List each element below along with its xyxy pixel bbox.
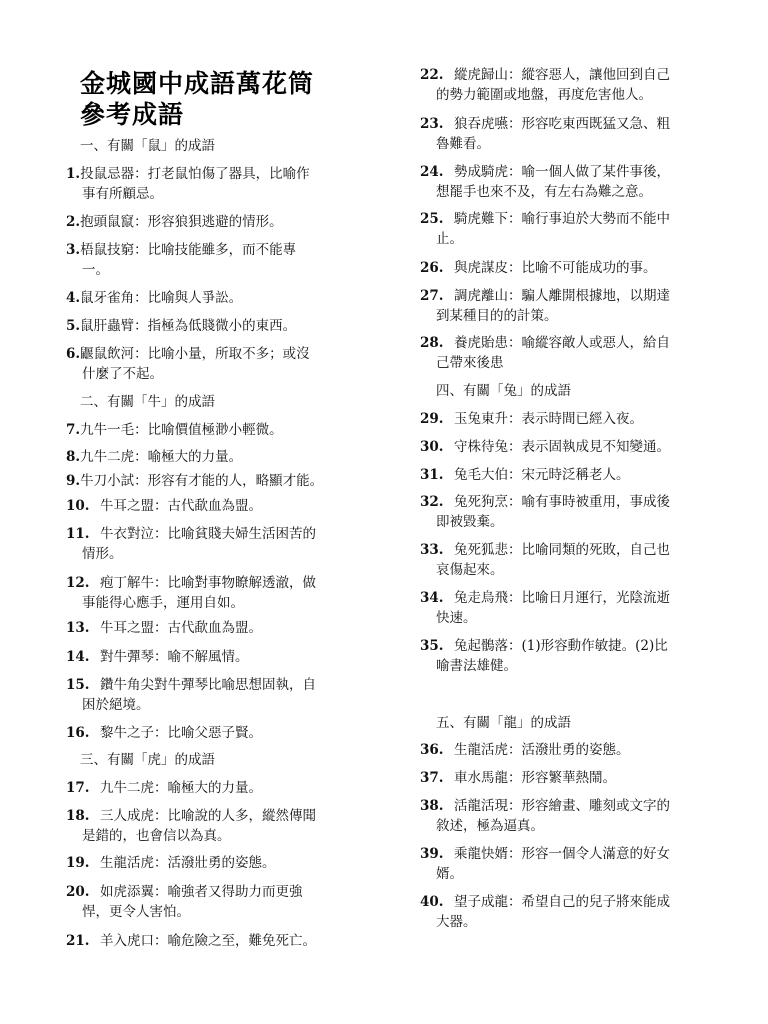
idiom-entry [66,931,358,951]
idiom-entry [420,492,712,532]
entry-number: 21. [66,933,90,949]
entry-text: 兔毛大伯：宋元時泛稱老人。 [454,467,630,483]
idiom-entry [420,65,712,105]
idiom-entry [66,212,358,232]
entry-number: 37. [420,770,444,786]
entry-text-continued: 想罷手也來不及，有左右為難之意。 [436,184,652,200]
entry-text: 鼠肝蟲臂：指極為低賤微小的東西。 [80,318,297,334]
entry-number: 24. [420,164,444,180]
idiom-entry [420,409,712,429]
entry-number: 2. [66,214,81,230]
idiom-entry [420,114,712,154]
idiom-entry [420,844,712,884]
entry-text: 勢成騎虎：喻一個人做了某件事後， [454,164,670,180]
idiom-entry [420,636,712,676]
entry-number: 7. [66,422,81,438]
title-line-2: 參考成語 [80,100,185,129]
entry-number: 17. [66,780,90,796]
idiom-entry [420,437,712,457]
idiom-entry [420,740,712,760]
idiom-entry [66,882,358,922]
idiom-entry [66,447,358,467]
entry-number: 10. [66,498,90,514]
idiom-entry [420,209,712,249]
section-rat-heading: 一、有關「鼠」的成語 [80,138,215,154]
entry-text-continued: 什麼了不起。 [82,366,163,382]
entry-text-continued: 喻書法雄健。 [436,658,517,674]
entry-text: 投鼠忌器：打老鼠怕傷了器具，比喻作 [80,166,310,182]
entry-text: 兔走烏飛：比喻日月運行，光陰流逝 [454,590,670,606]
entry-number: 40. [420,894,444,910]
idiom-entry [66,723,358,743]
entry-text: 抱頭鼠竄：形容狼狽逃避的情形。 [80,214,283,230]
entry-text: 兔死狐悲：比喻同類的死敗，自己也 [454,542,670,558]
entry-text: 對牛彈琴：喻不解風情。 [100,649,249,665]
entry-text: 牛衣對泣：比喻貧賤夫婦生活困苦的 [100,526,316,542]
section-rabbit-heading: 四、有關「兔」的成語 [436,383,571,399]
entry-text-continued: 己帶來後患 [436,355,504,371]
idiom-entry [420,796,712,836]
entry-text: 縱虎歸山：縱容惡人，讓他回到自己 [454,67,670,83]
entry-text: 狼吞虎嚥：形容吃東西既猛又急、粗 [454,116,670,132]
entry-text: 兔死狗烹：喻有事時被重用，事成後 [454,494,670,510]
entry-number: 25. [420,211,444,227]
entry-text: 鑽牛角尖對牛彈琴比喻思想固執，自 [100,677,316,693]
idiom-entry [66,496,358,516]
entry-text: 牛耳之盟：古代歃血為盟。 [100,620,262,636]
entry-number: 26. [420,260,444,276]
entry-text-continued: 快速。 [436,610,477,626]
entry-number: 39. [420,846,444,862]
entry-text-continued: 大器。 [436,914,477,930]
entry-number: 31. [420,467,444,483]
entry-text-continued: 婿。 [436,866,463,882]
idiom-entry [66,618,358,638]
entry-text-continued: 敘述，極為逼真。 [436,818,544,834]
idiom-entry [66,288,358,308]
entry-text: 九牛二虎：喻極大的力量。 [80,449,243,465]
entry-number: 34. [420,590,444,606]
entry-number: 35. [420,638,444,654]
idiom-entry [66,344,358,384]
entry-text: 與虎謀皮：比喻不可能成功的事。 [454,260,657,276]
entry-number: 32. [420,494,444,510]
entry-text: 九牛一毛：比喻價值極渺小輕微。 [80,422,283,438]
entry-number: 29. [420,411,444,427]
entry-text-continued: 悍，更令人害怕。 [82,904,190,920]
entry-text-continued: 困於絕境。 [82,697,150,713]
entry-number: 9. [66,473,81,489]
entry-number: 28. [420,335,444,351]
entry-text: 三人成虎：比喻說的人多，縱然傳聞 [100,808,316,824]
entry-text-continued: 哀傷起來。 [436,562,504,578]
idiom-entry [66,164,358,204]
entry-text: 黎牛之子：比喻父惡子賢。 [100,725,262,741]
entry-text: 羊入虎口：喻危險之至，難免死亡。 [100,933,316,949]
entry-text-continued: 即被毀棄。 [436,514,504,530]
idiom-entry [66,420,358,440]
entry-text: 望子成龍：希望自己的兒子將來能成 [454,894,670,910]
entry-number: 6. [66,346,81,362]
entry-text-continued: 是錯的，也會信以為真。 [82,828,231,844]
entry-number: 4. [66,290,81,306]
entry-number: 38. [420,798,444,814]
idiom-entry [420,465,712,485]
entry-number: 16. [66,725,90,741]
entry-text: 活龍活現：形容繪畫、雕刻或文字的 [454,798,670,814]
entry-text: 乘龍快婿：形容一個令人滿意的好女 [454,846,670,862]
idiom-entry [66,806,358,846]
idiom-entry [66,853,358,873]
entry-number: 14. [66,649,90,665]
section-ox-heading: 二、有關「牛」的成語 [80,394,215,410]
entry-text: 騎虎難下：喻行事迫於大勢而不能中 [454,211,670,227]
idiom-entry [420,892,712,932]
section-tiger-heading: 三、有關「虎」的成語 [80,752,215,768]
entry-number: 13. [66,620,90,636]
entry-number: 18. [66,808,90,824]
entry-text-continued: 一。 [82,262,109,278]
idiom-entry [66,778,358,798]
entry-text: 玉兔東升：表示時間已經入夜。 [454,411,643,427]
entry-text: 鼠牙雀角：比喻與人爭訟。 [80,290,243,306]
entry-number: 15. [66,677,90,693]
idiom-entry [66,524,358,564]
idiom-entry [66,316,358,336]
entry-text: 車水馬龍：形容繁華熱鬧。 [454,770,616,786]
entry-text: 生龍活虎：活潑壯勇的姿態。 [100,855,276,871]
entry-text-continued: 止。 [436,231,463,247]
entry-number: 1. [66,166,81,182]
entry-text: 養虎貽患：喻縱容敵人或惡人，給自 [454,335,670,351]
idiom-entry [66,675,358,715]
idiom-entry [420,540,712,580]
entry-text-continued: 到某種目的的計策。 [436,308,558,324]
document-title [80,68,360,130]
title-line-1: 金城國中成語萬花筒 [80,69,315,98]
idiom-entry [420,333,712,373]
idiom-entry [420,162,712,202]
entry-text: 疱丁解牛：比喻對事物瞭解透澈，做 [100,575,316,591]
entry-number: 5. [66,318,81,334]
entry-number: 11. [66,526,90,542]
entry-text: 調虎離山：騙人離開根據地，以期達 [454,288,670,304]
entry-text: 牛耳之盟：古代歃血為盟。 [100,498,262,514]
entry-number: 27. [420,288,444,304]
entry-text-continued: 魯難看。 [436,136,490,152]
idiom-entry [66,573,358,613]
entry-text: 生龍活虎：活潑壯勇的姿態。 [454,742,630,758]
idiom-entry [420,258,712,278]
entry-number: 33. [420,542,444,558]
idiom-entry [420,768,712,788]
entry-number: 23. [420,116,444,132]
entry-text: 兔起鶻落：(1)形容動作敏捷。(2)比 [454,638,668,654]
entry-number: 30. [420,439,444,455]
entry-text: 守株待兔：表示固執成見不知變通。 [454,439,670,455]
entry-number: 19. [66,855,90,871]
entry-number: 3. [66,242,81,258]
entry-text-continued: 情形。 [82,546,123,562]
idiom-entry [66,471,358,491]
entry-text: 梧鼠技窮：比喻技能雖多，而不能專 [80,242,297,258]
entry-number: 36. [420,742,444,758]
section-dragon-heading: 五、有關「龍」的成語 [436,715,571,731]
entry-number: 22. [420,67,444,83]
entry-number: 12. [66,575,90,591]
entry-text-continued: 事能得心應手，運用自如。 [82,595,244,611]
idiom-entry [420,286,712,326]
entry-text: 鼴鼠飲河：比喻小量，所取不多；或沒 [80,346,310,362]
entry-text: 牛刀小試：形容有才能的人，略顯才能。 [80,473,324,489]
entry-text-continued: 事有所顧忌。 [82,186,163,202]
idiom-entry [66,240,358,280]
entry-text-continued: 的勢力範圍或地盤，再度危害他人。 [436,87,652,103]
entry-text: 如虎添翼：喻強者又得助力而更強 [100,884,303,900]
entry-text: 九牛二虎：喻極大的力量。 [100,780,262,796]
idiom-entry [66,647,358,667]
entry-number: 20. [66,884,90,900]
entry-number: 8. [66,449,81,465]
idiom-entry [420,588,712,628]
